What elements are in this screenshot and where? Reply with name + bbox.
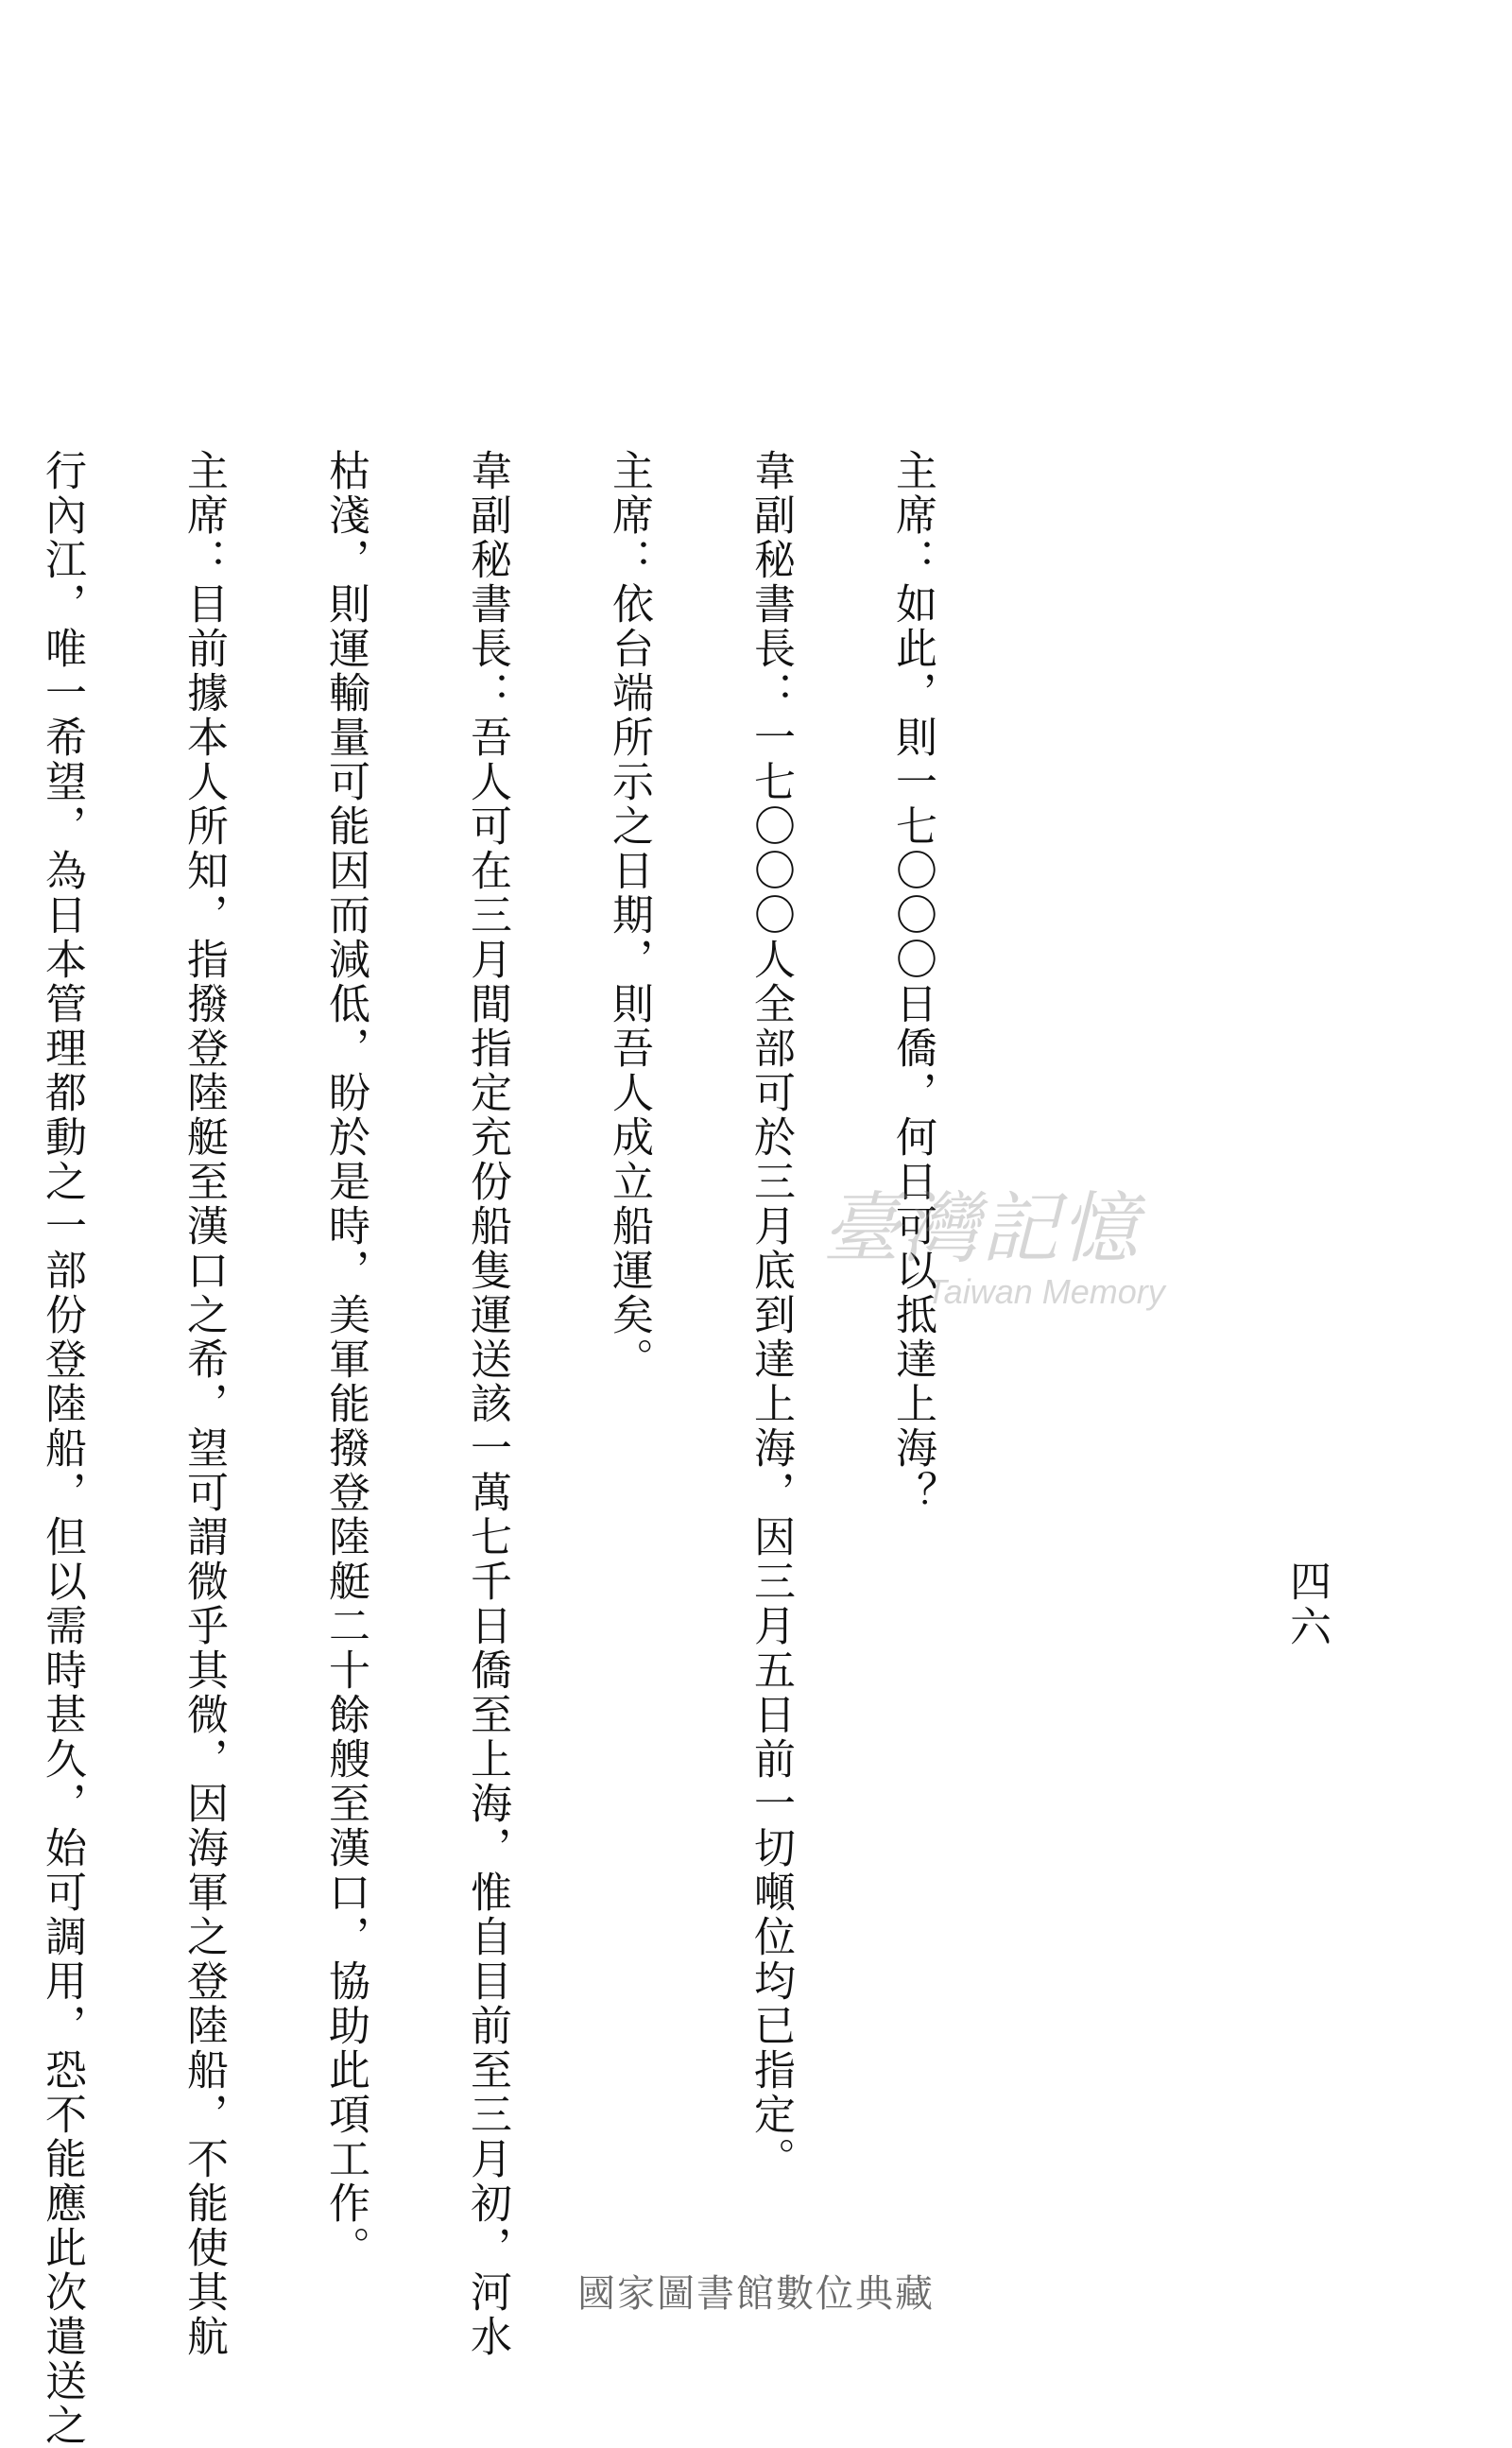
watermark (822, 1167, 1266, 1356)
text-column: 行內江，唯一希望，為日本管理都動之一部份登陸船，但以需時甚久，始可調用，恐不能應此次遣送之 (38, 449, 86, 2448)
text-column: 韋副秘書長：一七〇〇〇人全部可於三月底到達上海，因三月五日前一切噸位均已指定。 (747, 449, 795, 2181)
text-column: 枯淺，則運輸量可能因而減低，盼於是時，美軍能撥登陸艇二十餘艘至漢口，協助此項工作。 (321, 449, 369, 2270)
text-column: 主席：依台端所示之日期，則吾人成立船運矣。 (605, 449, 653, 1382)
text-column: 主席：目前據本人所知，指撥登陸艇至漢口之希，望可謂微乎其微，因海軍之登陸船，不能使其航 (180, 449, 228, 2359)
text-column: 韋副秘書長：吾人可在三月間指定充份船隻運送該一萬七千日僑至上海，惟自目前至三月初，河水 (463, 449, 511, 2359)
footer-caption: 國家圖書館數位典藏 (577, 2272, 935, 2316)
text-column: 主席：如此，則一七〇〇〇日僑，何日可以抵達上海？ (888, 449, 936, 1515)
watermark-title: 臺灣記憶 (822, 1184, 1140, 1274)
watermark-subtitle: Taiwan Memory (926, 1272, 1165, 1311)
page-number: 四六 (1282, 1560, 1331, 1650)
